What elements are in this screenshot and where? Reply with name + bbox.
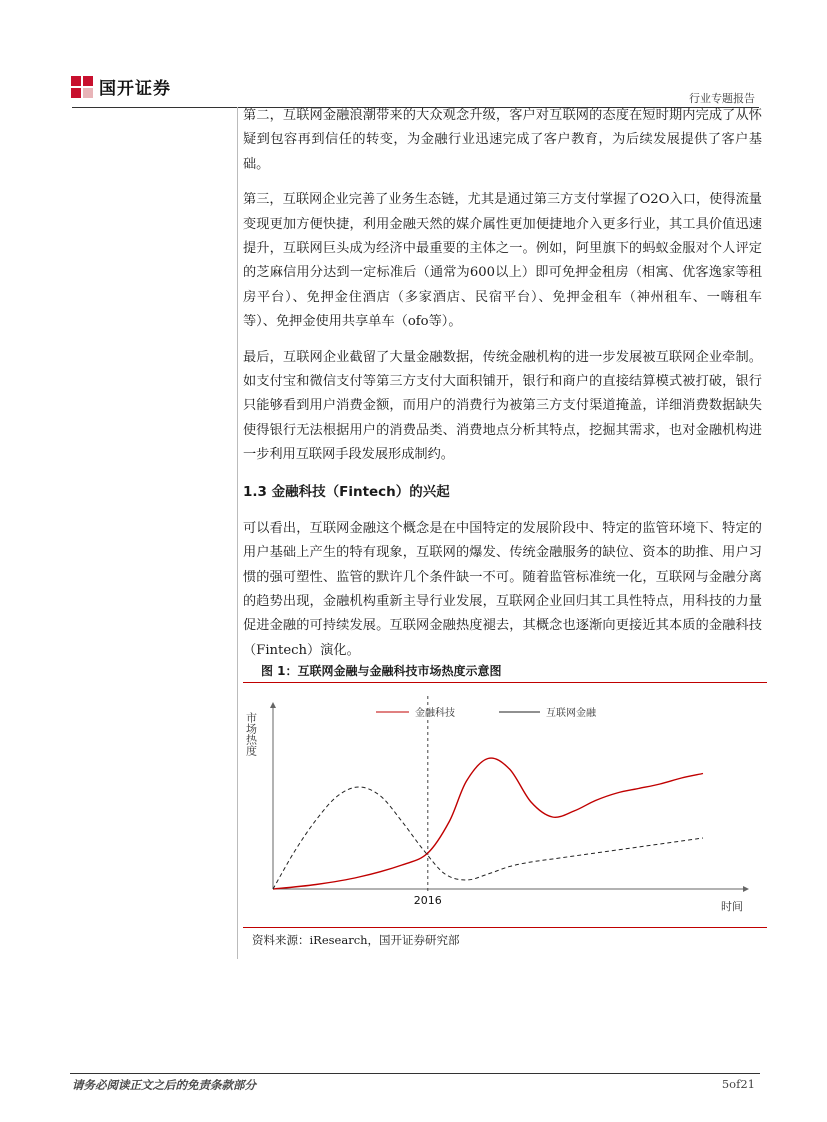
series-line-internet-finance <box>273 787 703 889</box>
brand-logo <box>71 74 171 99</box>
brand-logo-icon <box>71 76 93 98</box>
legend-label-internet-finance: 互联网金融 <box>546 708 596 719</box>
paragraph-third: 第三，互联网企业完善了业务生态链，尤其是通过第三方支付掌握了O2O入口，使得流量变现更加方便快捷，利用金融天然的媒介属性更加便捷地介入更多行业，其工具价值迅速提升，互联网巨头成为经济中最重要的主体之一。例如，阿里旗下的蚂蚁金服对个人评定的芝麻信用分达到一定标准后（通常为600以上）即可免押金租房（相寓、优客逸家等租房平台）、免押金住酒店（多家酒店、民宿平台）、免押金租车（神州租车、一嗨租车等）、免押金使用共享单车（ofo等）。 <box>243 192 762 330</box>
y-axis-label: 市场热度 <box>244 712 258 756</box>
heat-chart <box>243 684 763 924</box>
chart-legend <box>376 706 597 719</box>
paragraph-last: 最后，互联网企业截留了大量金融数据，传统金融机构的进一步发展被互联网企业牵制。如支付宝和微信支付等第三方支付大面积铺开，银行和商户的直接结算模式被打破，银行只能够看到用户消费金额，而用户的消费行为被第三方支付渠道掩盖，详细消费数据缺失使得银行无法根据用户的消费品类、消费地点分析其特点，挖掘其需求，也对金融机构进一步利用互联网手段发展形成制约。 <box>243 349 762 463</box>
year-marker-label: 2016 <box>413 894 442 907</box>
footer-disclaimer: 请务必阅读正文之后的免责条款部分 <box>72 1078 256 1092</box>
figure-top-rule <box>243 682 767 683</box>
section-heading: 1.3 金融科技（Fintech）的兴起 <box>243 483 450 500</box>
brand-name: 国开证券 <box>99 79 171 99</box>
series-layer <box>273 758 703 889</box>
legend-label-fintech: 金融科技 <box>415 708 455 719</box>
left-margin-rule <box>237 107 238 959</box>
page-number: 5of21 <box>721 1077 755 1091</box>
figure-caption: 图 1：互联网金融与金融科技市场热度示意图 <box>261 664 502 678</box>
x-axis-arrow <box>743 886 749 892</box>
y-axis-arrow <box>270 702 276 708</box>
footer-divider <box>70 1073 760 1074</box>
main-content <box>243 104 762 674</box>
x-axis-label: 时间 <box>721 900 743 913</box>
figure-source: 资料来源：iResearch，国开证券研究部 <box>252 933 460 947</box>
section-paragraph: 可以看出，互联网金融这个概念是在中国特定的发展阶段中、特定的监管环境下、特定的用户基础上产生的特有现象，互联网的爆发、传统金融服务的缺位、资本的助推、用户习惯的强可塑性、监管的默许几个条件缺一不可。随着监管标准统一化，互联网与金融分离的趋势出现，金融机构重新主导行业发展，互联网企业回归其工具性特点，用科技的力量促进金融的可持续发展。互联网金融热度褪去，其概念也逐渐向更接近其本质的金融科技（Fintech）演化。 <box>243 520 762 658</box>
paragraph-second: 第二，互联网金融浪潮带来的大众观念升级，客户对互联网的态度在短时期内完成了从怀疑到包容再到信任的转变，为金融行业迅速完成了客户教育，为后续发展提供了客户基础。 <box>243 108 762 172</box>
report-type: 行业专题报告 <box>689 92 755 105</box>
figure-bottom-rule <box>243 927 767 928</box>
series-line-fintech <box>273 758 703 889</box>
